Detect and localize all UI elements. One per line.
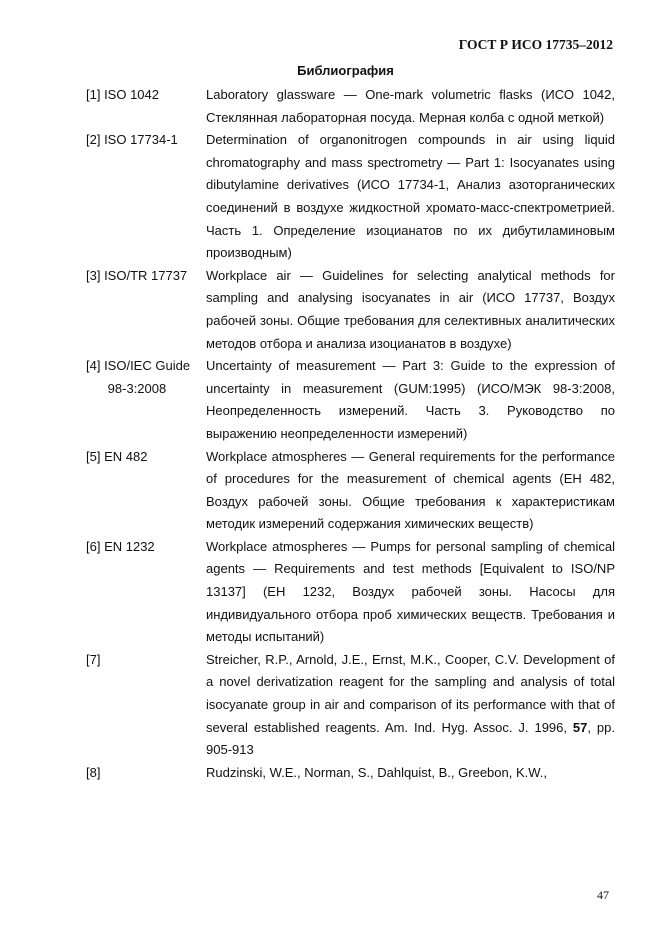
- entry-text: Workplace atmospheres — General requirements for the performance of procedures for the measurement of chemical agents (ЕН 482, Воздух рабочей зоны. Общие требования к характеристикам методик измерений содержания химических веществ): [206, 448, 615, 532]
- entry-text: Workplace atmospheres — Pumps for personal sampling of chemical agents — Requirements and test methods [Equivalent to ISO/NP 13137] (ЕН 1232, Воздух рабочей зоны. Насосы для индивидуального отбора проб химических веществ. Требования и методы испытаний): [206, 538, 615, 645]
- bibliography-entry: [86, 762, 615, 785]
- entry-reference: [4] ISO/IEC Guide 98-3:2008: [86, 358, 191, 396]
- entry-reference: [3] ISO/TR 17737: [86, 267, 188, 283]
- page-number: 47: [597, 888, 609, 902]
- bibliography-entry: [86, 84, 615, 129]
- bibliography-entry: [86, 129, 615, 265]
- document-code: ГОСТ Р ИСО 17735–2012: [458, 37, 613, 52]
- volume-number: 57: [572, 719, 588, 735]
- bibliography-entry: [86, 265, 615, 355]
- entry-text: Determination of organonitrogen compounds in air using liquid chromatography and mass spectrometry — Part 1: Isocyanates using dibutylamine derivatives (ИСО 17734-1, Анализ азоторганических соединений в воздухе жидкостной хромато-масс-спектрометрией. Часть 1. Определение изоцианатов по их дибутиламиновым производным): [206, 132, 615, 261]
- entry-text: [206, 649, 615, 762]
- entry-text: Rudzinski, W.E., Norman, S., Dahlquist, B., Greebon, K.W.,: [206, 764, 548, 780]
- bibliography-entry: [86, 446, 615, 536]
- bibliography-entry: [86, 649, 615, 762]
- entry-reference: [8]: [86, 764, 101, 780]
- entry-text: Uncertainty of measurement — Part 3: Guide to the expression of uncertainty in measurement (GUM:1995) (ИСО/МЭК 98-3:2008, Неопределенность измерений. Часть 3. Руководство по выражению неопределенности измерений): [206, 358, 615, 441]
- entry-text: Laboratory glassware — One-mark volumetric flasks (ИСО 1042, Стеклянная лабораторная посуда. Мерная колба с одной меткой): [206, 87, 615, 125]
- bibliography-entry: [86, 536, 615, 649]
- entry-reference: [7]: [86, 651, 101, 667]
- bibliography-list: [86, 84, 615, 784]
- entry-reference: [6] EN 1232: [86, 538, 155, 554]
- entry-reference: [1] ISO 1042: [86, 87, 159, 102]
- entry-reference: [5] EN 482: [86, 448, 148, 464]
- entry-reference: [2] ISO 17734-1: [86, 132, 178, 148]
- page-title: Библиография: [297, 63, 394, 78]
- entry-text-main: Streicher, R.P., Arnold, J.E., Ernst, M.K., Cooper, C.V. Development of a novel derivatization reagent for the sampling and analysis of total isocyanate group in air and comparison of its performance with that of several established reagents. Am. Ind. Hyg. Assoc. J. 1996,: [206, 651, 615, 735]
- entry-text-tail: , pp. 905-913: [206, 719, 615, 758]
- bibliography-entry: [86, 355, 615, 445]
- entry-text: Workplace air — Guidelines for selecting analytical methods for sampling and analysing isocyanates in air (ИСО 17737, Воздух рабочей зоны. Общие требования для селективных аналитических методов отбора и анализа изоцианатов в воздухе): [206, 267, 615, 351]
